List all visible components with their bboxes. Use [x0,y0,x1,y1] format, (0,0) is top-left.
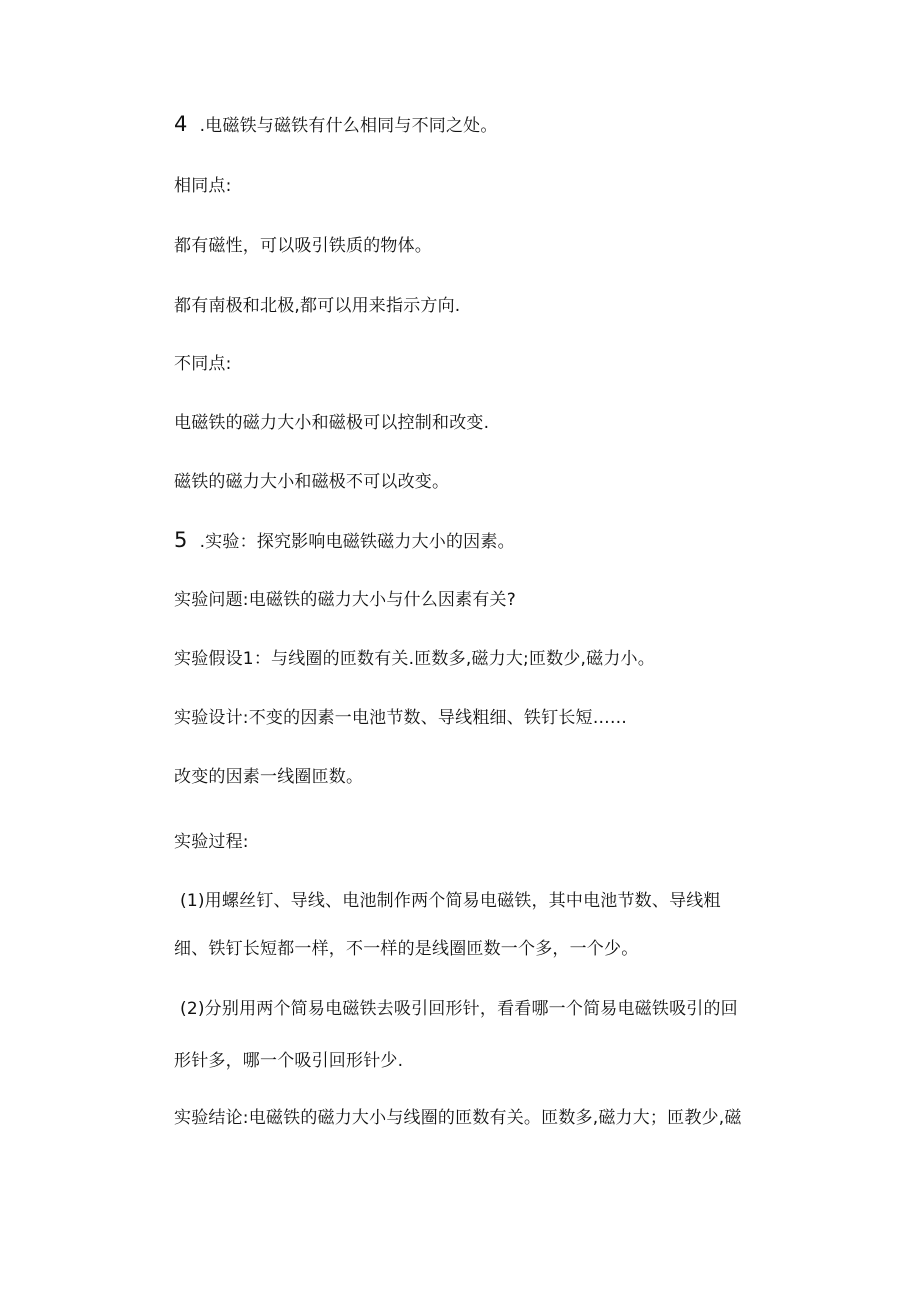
text-line: 形针多，哪一个吸引回形针少. [174,1051,404,1071]
text-line: 改变的因素一线圈匝数。 [174,767,364,787]
text-line: (2)分别用两个简易电磁铁去吸引回形针，看看哪一个简易电磁铁吸引的回 [180,999,738,1019]
text-line: 实验结论:电磁铁的磁力大小与线圈的匝数有关。匝数多,磁力大；匝教少,磁 [174,1108,742,1128]
differences-heading: 不同点: [174,354,232,374]
question-4 [174,112,498,138]
text-line: 实验设计:不变的因素一电池节数、导线粗细、铁钉长短…… [174,708,628,728]
text-line: 实验假设1：与线圈的匝数有关.匝数多,磁力大;匝数少,磁力小。 [174,649,655,669]
text-line: 电磁铁的磁力大小和磁极可以控制和改变. [174,413,490,433]
text-line: 都有磁性，可以吸引铁质的物体。 [174,236,432,256]
text-line: 细、铁钉长短都一样，不一样的是线圈匝数一个多，一个少。 [174,939,639,959]
question-number: 5 [174,528,188,552]
process-heading: 实验过程: [174,832,249,852]
question-text: .实验：探究影响电磁铁磁力大小的因素。 [199,532,515,552]
text-line: (1)用螺丝钉、导线、电池制作两个简易电磁铁，其中电池节数、导线粗 [180,891,721,911]
question-5 [174,528,515,554]
question-text: .电磁铁与磁铁有什么相同与不同之处。 [199,116,498,136]
text-line: 都有南极和北极,都可以用来指示方向. [174,296,461,316]
text-line: 磁铁的磁力大小和磁极不可以改变。 [174,472,450,492]
question-number: 4 [174,112,188,136]
text-line: 实验问题:电磁铁的磁力大小与什么因素有关? [174,590,516,610]
similarities-heading: 相同点: [174,176,232,196]
